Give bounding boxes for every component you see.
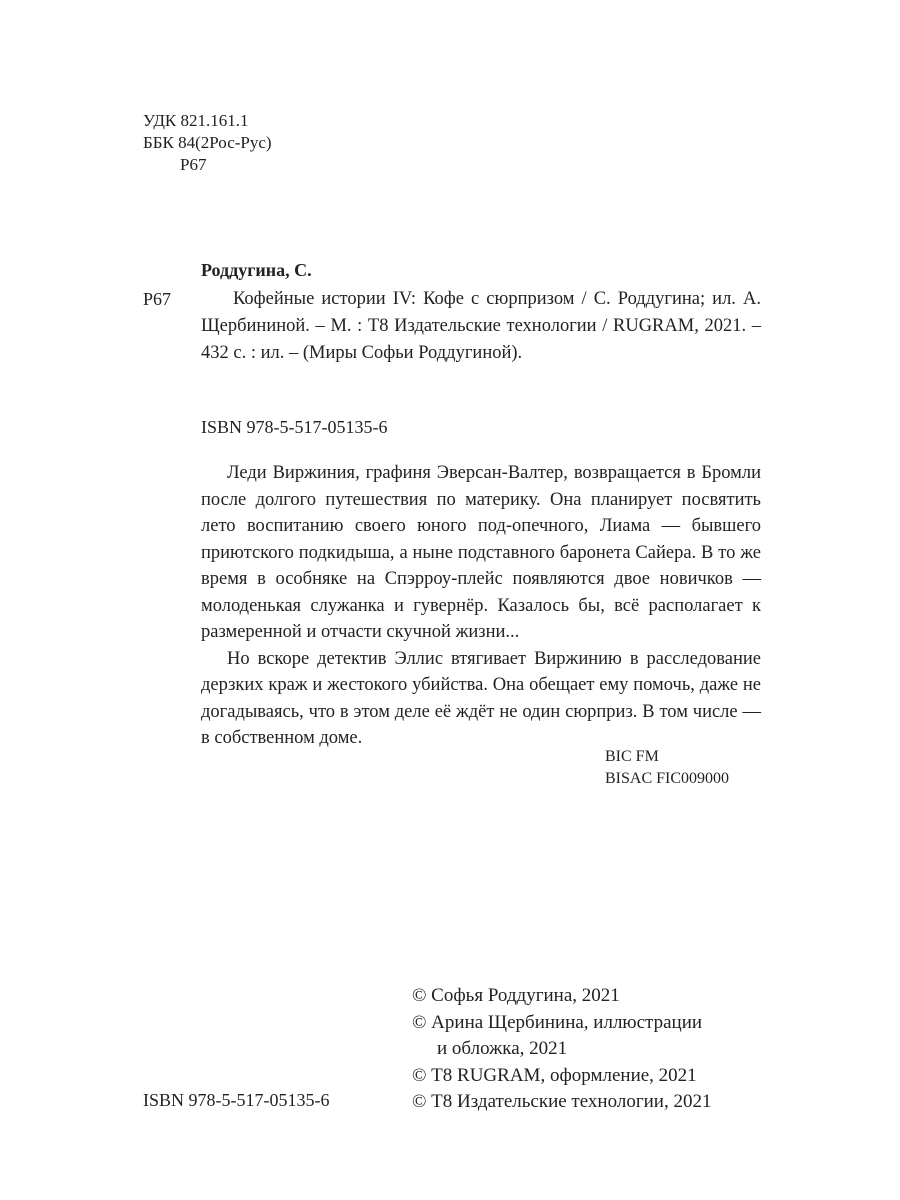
subject-codes [605,746,729,790]
bbk-code: ББК 84(2Рос-Рус) [143,133,272,152]
author-heading: Роддугина, С. [201,260,312,280]
record-author-mark: Р67 [143,289,172,309]
bibliographic-description: Кофейные истории IV: Кофе с сюрпризом / С. Роддугина; ил. А. Щербининой. – М. : Т8 Издательские технологии / RUGRAM, 2021. – 432 с. : ил. – (Миры Софьи Роддугиной). [201,289,761,363]
bic-code: BIC FM [605,748,659,765]
udk-code: УДК 821.161.1 [143,111,249,130]
copyright-line: © Софья Роддугина, 2021 [412,985,620,1006]
copyright-line-continuation: и обложка, 2021 [437,1038,568,1059]
copyright-line: © Арина Щербинина, иллюстрации [412,1011,703,1033]
isbn-bottom: ISBN 978-5-517-05135-6 [143,1090,330,1110]
isbn-top: ISBN 978-5-517-05135-6 [201,417,388,437]
author-mark: Р67 [180,155,207,174]
copyright-block [412,983,711,1116]
annotation [201,460,761,752]
annotation-paragraph: Но вскоре детектив Эллис втягивает Виржинию в расследование дерзких краж и жестокого убийства. Она обещает ему помочь, даже не догадываясь, что в этом деле её ждёт не один сюрприз. В том числе — в собственном доме. [201,648,761,748]
bisac-code: BISAC FIC009000 [605,770,730,787]
copyright-line: © Т8 RUGRAM, оформление, 2021 [412,1064,697,1086]
copyright-line: © Т8 Издательские технологии, 2021 [412,1091,712,1112]
classification-block [143,110,272,176]
annotation-paragraph: Леди Виржиния, графиня Эверсан-Валтер, возвращается в Бромли после долгого путешествия по материку. Она планирует посвятить лето воспитанию своего юного под-опечного, Лиама — бывшего приютского подкидыша, а ныне подставного баронета Сайера. В то же время в особняке на Спэрроу-плейс появляются двое новичков — молоденькая служанка и гувернёр. Казалось бы, всё располагает к размеренной и отчасти скучной жизни... [201,463,761,642]
